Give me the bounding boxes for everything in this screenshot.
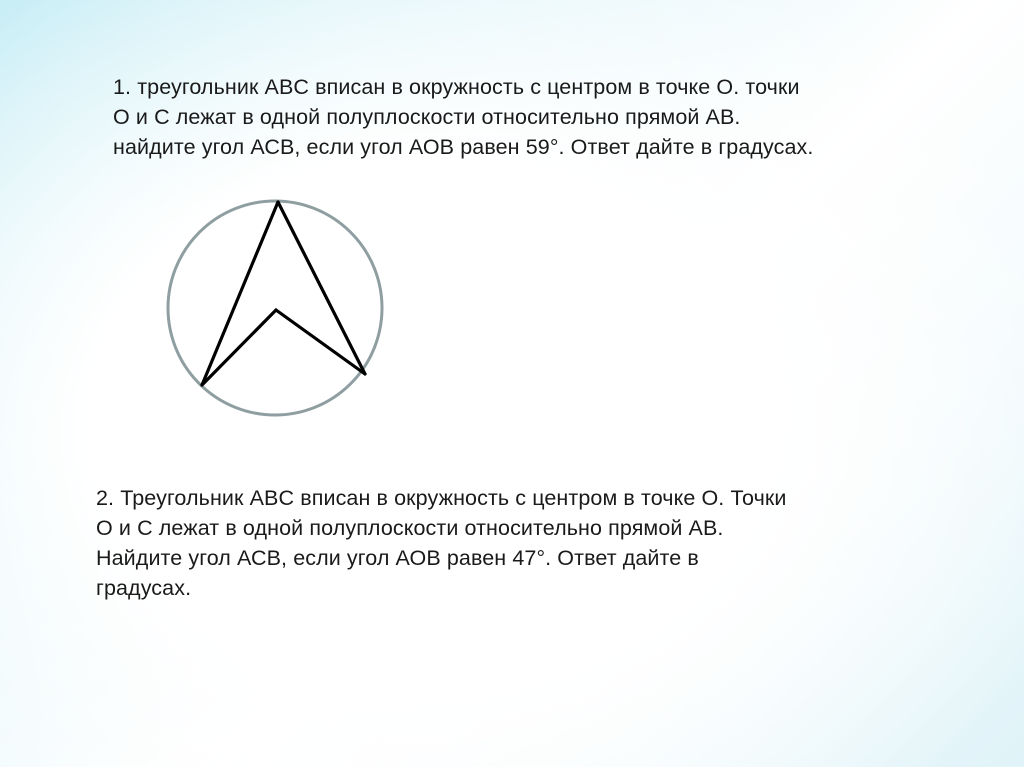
circumscribed-circle: [168, 201, 382, 415]
inscribed-triangle-figure: [150, 190, 410, 440]
problem-2-line-2: О и С лежат в одной полуплоскости относительно прямой АВ.: [96, 516, 724, 540]
problem-1-line-2: О и С лежат в одной полуплоскости относительно прямой АВ.: [113, 105, 741, 129]
problem-1-line-1: 1. треугольник ABC вписан в окружность с центром в точке О. точки: [113, 75, 800, 99]
problem-1-text: [113, 72, 953, 162]
problem-1-line-3: найдите угол АСВ, если угол АОВ равен 59°. Ответ дайте в градусах.: [113, 135, 814, 159]
chord-c-to-b: [278, 202, 365, 374]
chord-c-to-a: [202, 202, 278, 385]
problem-2-line-1: 2. Треугольник ABC вписан в окружность с центром в точке О. Точки: [96, 486, 787, 510]
radius-o-to-b: [276, 310, 365, 374]
problem-2-text: [96, 483, 856, 603]
problem-2-line-3: Найдите угол АСВ, если угол АОВ равен 47°. Ответ дайте в: [96, 546, 699, 570]
problem-2-line-4: градусах.: [96, 576, 192, 600]
radius-o-to-a: [202, 310, 276, 385]
